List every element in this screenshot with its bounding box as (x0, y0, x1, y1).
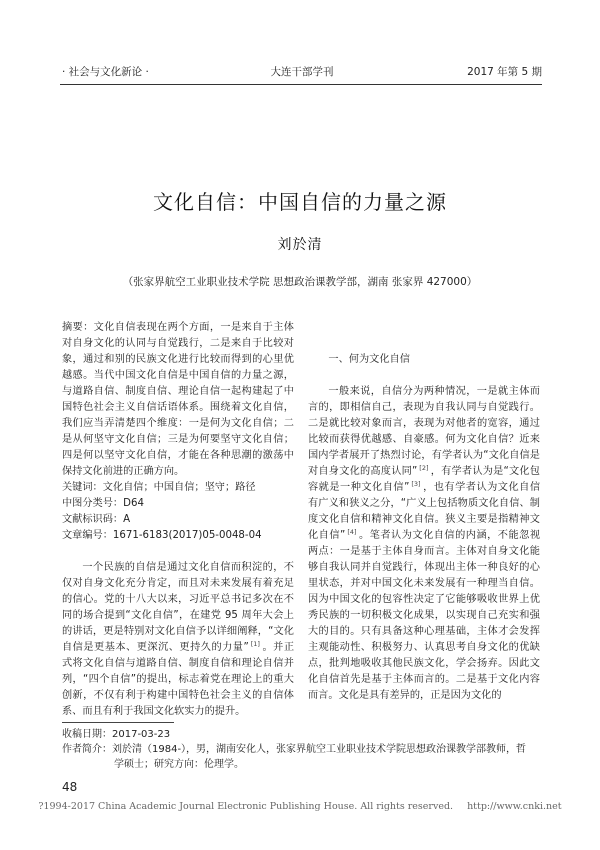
citation-3: [3] (411, 479, 421, 488)
section-1-paragraph (308, 384, 540, 704)
author-bio-continued: 学硕士；研究方向：伦理学。 (114, 759, 244, 770)
s1-text-d: 。笔者认为文化自信的内涵，不能忽视两点：一是基于主体自身而言。主体对自身文化能够自我认同并自觉践行，体现出主体一种良好的心里状态，并对中国文化未来发展有一种理当自信。因为中国文化的包容性决定了它能够吸收世界上优秀民族的一切积极文化成果，以实现自己充实和强大的目的。只有具备这种心理基础，主体才会发挥主观能动性、积极努力、认真思考自身文化的优缺点，批判地吸收其他民族文化，学会扬弃。因此文化自信首先是基于主体而言的。二是基于文化内容而言。文化是具有差异的，正是因为文化的 (308, 530, 541, 701)
issue-label: 2017 年第 5 期 (467, 66, 542, 78)
spacer (308, 368, 540, 384)
intro-paragraph (62, 560, 294, 720)
citation-1: [1] (250, 639, 260, 648)
clc-number: 中图分类号：D64 (62, 498, 144, 509)
s1-text-a: 一般来说，自信分为两种情况，一是就主体而言的，即相信自己，表现为自我认同与自觉践行。二是就比较对象而言，表现为对他者的宽容，通过比较而获得优越感、自豪感。何为文化自信？近来国内学者展开了热烈讨论，有学者认为“文化自信是对自身文化的高度认同” (308, 386, 540, 477)
footnotes (62, 727, 542, 772)
running-header (62, 64, 542, 80)
page-number: 48 (62, 780, 78, 794)
s1-text-b: ，有学者认为是“文化包容就是一种文化自信” (308, 466, 540, 493)
keywords: 关键词：文化自信；中国自信；坚守；路径 (62, 482, 256, 493)
column-label: · 社会与文化新论 · (62, 66, 149, 78)
footnote-rule (62, 722, 174, 723)
spacer (308, 336, 540, 352)
section-heading: 一、何为文化自信 (328, 354, 410, 365)
journal-name: 大连干部学刊 (270, 66, 334, 78)
article-title: 文化自信：中国自信的力量之源 (153, 190, 447, 214)
left-column (62, 320, 294, 720)
citation-4: [4] (347, 527, 357, 536)
header-rule (60, 84, 542, 85)
cnki-link[interactable]: http://www.cnki.net (467, 801, 562, 812)
abstract: 摘要：文化自信表现在两个方面，一是来自于主体对自身文化的认同与自觉践行，二是来自于比较对象，通过和别的民族文化进行比较而得到的心里优越感。当代中国文化自信是中国自信的力量之源，与道路自信、制度自信、理论自信一起构建起了中国特色社会主义自信话语体系。围绕着文化自信，我们应当弄清楚四个维度：一是何为文化自信；二是从何坚守文化自信；三是为何要坚守文化自信；四是何以坚守文化自信，才能在各种思潮的激荡中保持文化前进的正确方向。 (62, 322, 294, 477)
document-code: 文献标识码：A (62, 514, 131, 525)
intro-text-a: 一个民族的自信是通过文化自信而积淀的，不仅对自身文化充分肯定，而且对未来发展有着充足的信心。党的十八大以来，习近平总书记多次在不同的场合提到“文化自信”，在建党 95 周年大会上的讲话，更是特别对文化自信予以详细阐释，“文化自信是更基本、更深沉、更持久的力量” (62, 562, 294, 653)
author-bio: 作者简介：刘於清（1984-），男，湖南安化人，张家界航空工业职业技术学院思想政治课教学部教师，哲 (62, 744, 527, 755)
right-column (308, 320, 540, 704)
author-affiliation: （张家界航空工业职业技术学院 思想政治课教学部，湖南 张家界 427000） (122, 276, 478, 288)
citation-2: [2] (419, 463, 429, 472)
s1-text-c: ，也有学者认为文化自信有广义和狭义之分，“广义上包括物质文化自信、制度文化自信和精神文化自信。狭义主要是指精神文化自信” (308, 482, 541, 541)
article-id: 文章编号：1671-6183(2017)05-0048-04 (62, 530, 262, 541)
copyright-line (0, 801, 600, 812)
spacer (308, 320, 540, 336)
copyright-text: ?1994-2017 China Academic Journal Electronic Publishing House. All rights reserved. (38, 801, 454, 812)
intro-text-b: 。并正式将文化自信与道路自信、制度自信和理论自信并列，“四个自信”的提出，标志着党在理论上的重大创新，不仅有利于构建中国特色社会主义的自信体系、而且有利于我国文化软实力的提升。 (62, 642, 295, 717)
received-date: 收稿日期：2017-03-23 (62, 729, 171, 740)
spacer (62, 544, 294, 560)
author-name: 刘於清 (277, 237, 323, 253)
